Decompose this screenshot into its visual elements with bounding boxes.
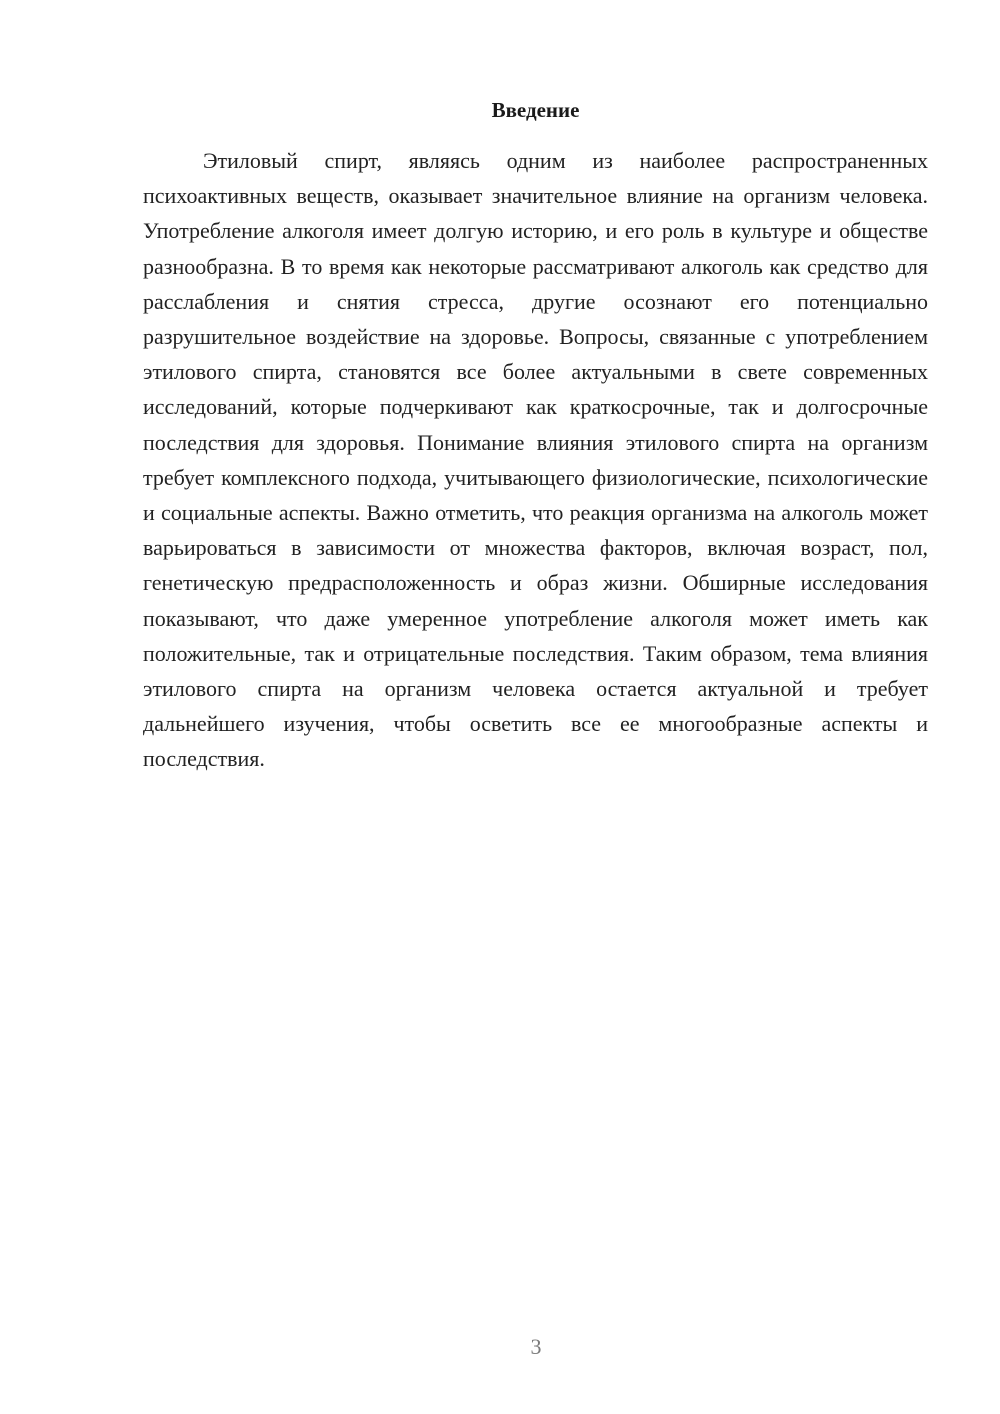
- page-number: 3: [530, 1334, 542, 1359]
- body-paragraph: Этиловый спирт, являясь одним из наиболее распространенных психоактивных веществ, оказывает значительное влияние на организм человека. Употребление алкоголя имеет долгую историю, и его роль в культуре и обществе разнообразна. В то время как некоторые рассматривают алкоголь как средство для расслабления и снятия стресса, другие осознают его потенциально разрушительное воздействие на здоровье. Вопросы, связанные с употреблением этилового спирта, становятся все более актуальными в свете современных исследований, которые подчеркивают как краткосрочные, так и долгосрочные последствия для здоровья. Понимание влияния этилового спирта на организм требует комплексного подхода, учитывающего физиологические, психологические и социальные аспекты. Важно отметить, что реакция организма на алкоголь может варьироваться в зависимости от множества факторов, включая возраст, пол, генетическую предрасположенность и образ жизни. Обширные исследования показывают, что даже умеренное употребление алкоголя может иметь как положительные, так и отрицательные последствия. Таким образом, тема влияния этилового спирта на организм человека остается актуальной и требует дальнейшего изучения, чтобы осветить все ее многообразные аспекты и последствия.: [143, 148, 928, 772]
- section-heading: Введение: [491, 98, 580, 122]
